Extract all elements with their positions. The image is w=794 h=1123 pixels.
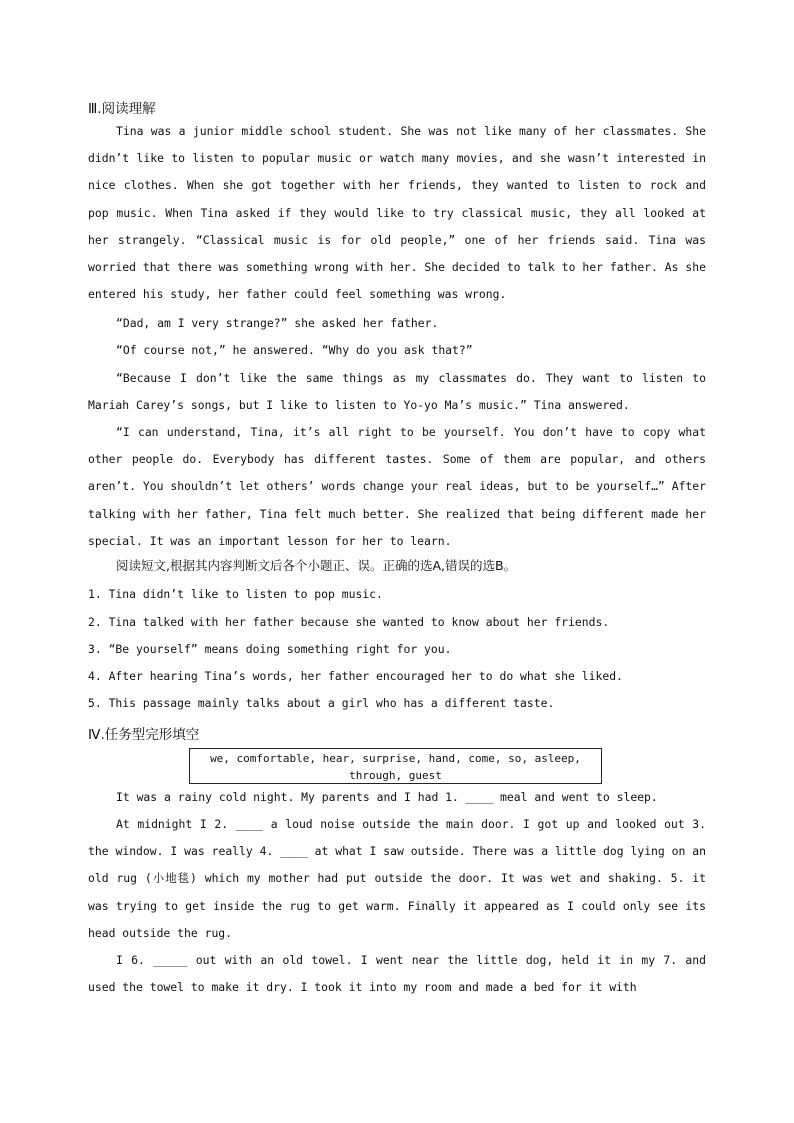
passage-paragraph-5: “I can understand, Tina, it’s all right to be yourself. You don’t have to copy what other people do. Everybody has different tastes. Some of them are popular, and others aren’t. You shouldn’t let others’ words change your real ideas, but to be yourself…” After talking with her father, Tina felt much better. She realized that being different made her special. It was an important lesson for her to learn. — [88, 425, 706, 548]
passage-paragraph-3: “Of course not,” he answered. “Why do you ask that?” — [116, 343, 473, 357]
cloze-paragraph-3: I 6. _____ out with an old towel. I went near the little dog, held it in my 7. and used the towel to make it dry. I took it into my room and made a bed for it with — [88, 953, 706, 995]
question-3: 3. “Be yourself” means doing something right for you. — [88, 642, 452, 656]
word-bank-box — [189, 748, 602, 784]
question-1: 1. Tina didn’t like to listen to pop music. — [88, 587, 383, 601]
cloze-paragraph-1: It was a rainy cold night. My parents and I had 1. ____ meal and went to sleep. — [116, 790, 658, 804]
question-5: 5. This passage mainly talks about a girl who has a different taste. — [88, 696, 555, 710]
section-4-heading: Ⅳ.任务型完形填空 — [88, 727, 200, 743]
passage-paragraph-4: “Because I don’t like the same things as my classmates do. They want to listen to Mariah Carey’s songs, but I like to listen to Yo-yo Ma’s music.” Tina answered. — [88, 371, 706, 413]
question-2: 2. Tina talked with her father because she wanted to know about her friends. — [88, 615, 610, 629]
question-4: 4. After hearing Tina’s words, her father encouraged her to do what she liked. — [88, 669, 623, 683]
word-bank-line-2: through, guest — [349, 769, 442, 782]
word-bank-line-1: we, comfortable, hear, surprise, hand, come, so, asleep, — [210, 752, 581, 765]
cloze-paragraph-2: At midnight I 2. ____ a loud noise outside the main door. I got up and looked out 3. the window. I was really 4. ____ at what I saw outside. There was a little dog lying on an old rug (小地毯) which my mother had put outside the door. It was wet and shaking. 5. it was trying to get inside the rug to get warm. Finally it appeared as I could only see its head outside the rug. — [88, 817, 706, 940]
question-instruction: 阅读短文,根据其内容判断文后各个小题正、误。正确的选A,错误的选B。 — [116, 558, 517, 573]
section-3-heading: Ⅲ.阅读理解 — [88, 101, 156, 117]
passage-paragraph-1: Tina was a junior middle school student. She was not like many of her classmates. She didn’t like to listen to popular music or watch many movies, and she wasn’t interested in nice clothes. When she got together with her friends, they wanted to listen to rock and pop music. When Tina asked if they would like to try classical music, they all looked at her strangely. “Classical music is for old people,” one of her friends said. Tina was worried that there was something wrong with her. She decided to talk to her father. As she entered his study, her father could feel something was wrong. — [88, 124, 706, 302]
passage-paragraph-2: “Dad, am I very strange?” she asked her father. — [116, 316, 439, 330]
